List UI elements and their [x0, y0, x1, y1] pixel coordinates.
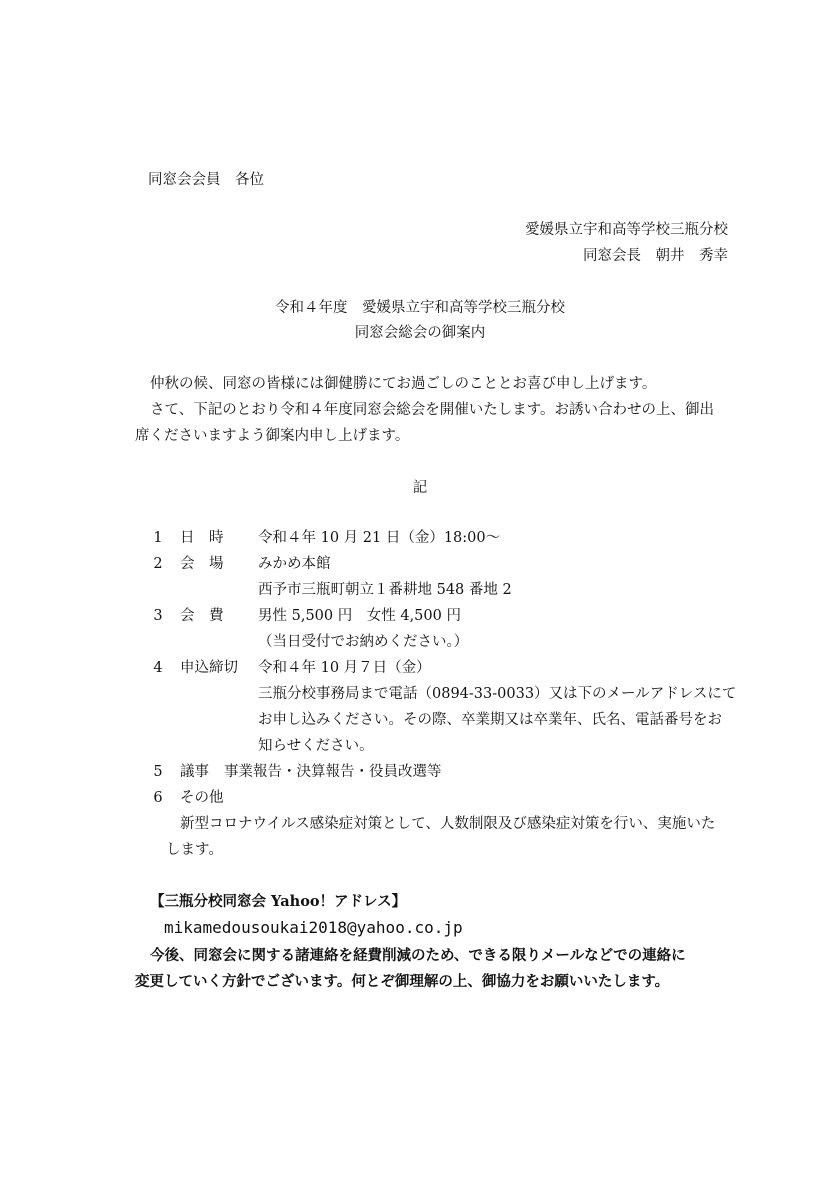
- contact-heading: 【三瓶分校同窓会 Yahoo！アドレス】: [150, 893, 407, 910]
- item-value: みかめ本館: [258, 556, 331, 572]
- item-number: 2: [153, 556, 163, 572]
- fee-note: （当日受付でお納めください。）: [258, 634, 469, 650]
- item-label: 申込締切: [180, 660, 238, 676]
- title-line-1: 令和４年度 愛媛県立宇和高等学校三瓶分校: [275, 300, 565, 316]
- item-label: 日 時: [180, 530, 224, 546]
- item-number: 4: [153, 660, 163, 676]
- item-value: 男性 5,500 円 女性 4,500 円: [258, 608, 461, 624]
- deadline-detail-3: 知らせください。: [258, 738, 374, 754]
- item-label: 会 費: [180, 608, 224, 624]
- item-value: 令和４年 10 月７日（金）: [258, 660, 431, 676]
- deadline-detail-2: お申し込みください。その際、卒業期又は卒業年、氏名、電話番号をお: [258, 712, 722, 728]
- sender-president: 同窓会長 朝井 秀幸: [583, 248, 728, 264]
- other-detail-2: します。: [166, 842, 223, 858]
- item-number: 3: [153, 608, 163, 624]
- contact-note-2: 変更していく方針でございます。何とぞ御理解の上、御協力をお願いいたします。: [135, 973, 670, 990]
- venue-address: 西予市三瓶町朝立１番耕地 548 番地 2: [258, 582, 512, 598]
- ki-heading: 記: [412, 480, 428, 496]
- item-label: その他: [180, 790, 224, 806]
- greeting-line-2: さて、下記のとおり令和４年度同窓会総会を開催いたします。お誘い合わせの上、御出: [150, 402, 715, 418]
- addressee: 同窓会会員 各位: [148, 172, 264, 188]
- sender-school: 愛媛県立宇和高等学校三瓶分校: [525, 222, 728, 238]
- greeting-line-1: 仲秋の候、同窓の皆様には御健勝にてお過ごしのこととお喜び申し上げます。: [150, 376, 657, 392]
- item-number: 1: [153, 530, 163, 546]
- item-number: 6: [153, 790, 163, 806]
- item-value: 事業報告・決算報告・役員改選等: [224, 764, 442, 780]
- deadline-detail-1: 三瓶分校事務局まで電話（0894-33-0033）又は下のメールアドレスにて: [258, 686, 737, 702]
- other-detail-1: 新型コロナウイルス感染症対策として、人数制限及び感染症対策を行い、実施いた: [180, 816, 716, 832]
- item-number: 5: [153, 764, 163, 780]
- title-line-2: 同窓会総会の御案内: [354, 325, 486, 341]
- greeting-line-3: 席くださいますよう御案内申し上げます。: [135, 428, 410, 444]
- contact-email[interactable]: mikamedousoukai2018@yahoo.co.jp: [164, 918, 463, 937]
- item-value: 令和４年 10 月 21 日（金）18:00～: [258, 530, 501, 546]
- item-label: 議事: [180, 764, 209, 780]
- item-label: 会 場: [180, 556, 224, 572]
- contact-note-1: 今後、同窓会に関する諸連絡を経費削減のため、できる限りメールなどでの連絡に: [150, 947, 686, 964]
